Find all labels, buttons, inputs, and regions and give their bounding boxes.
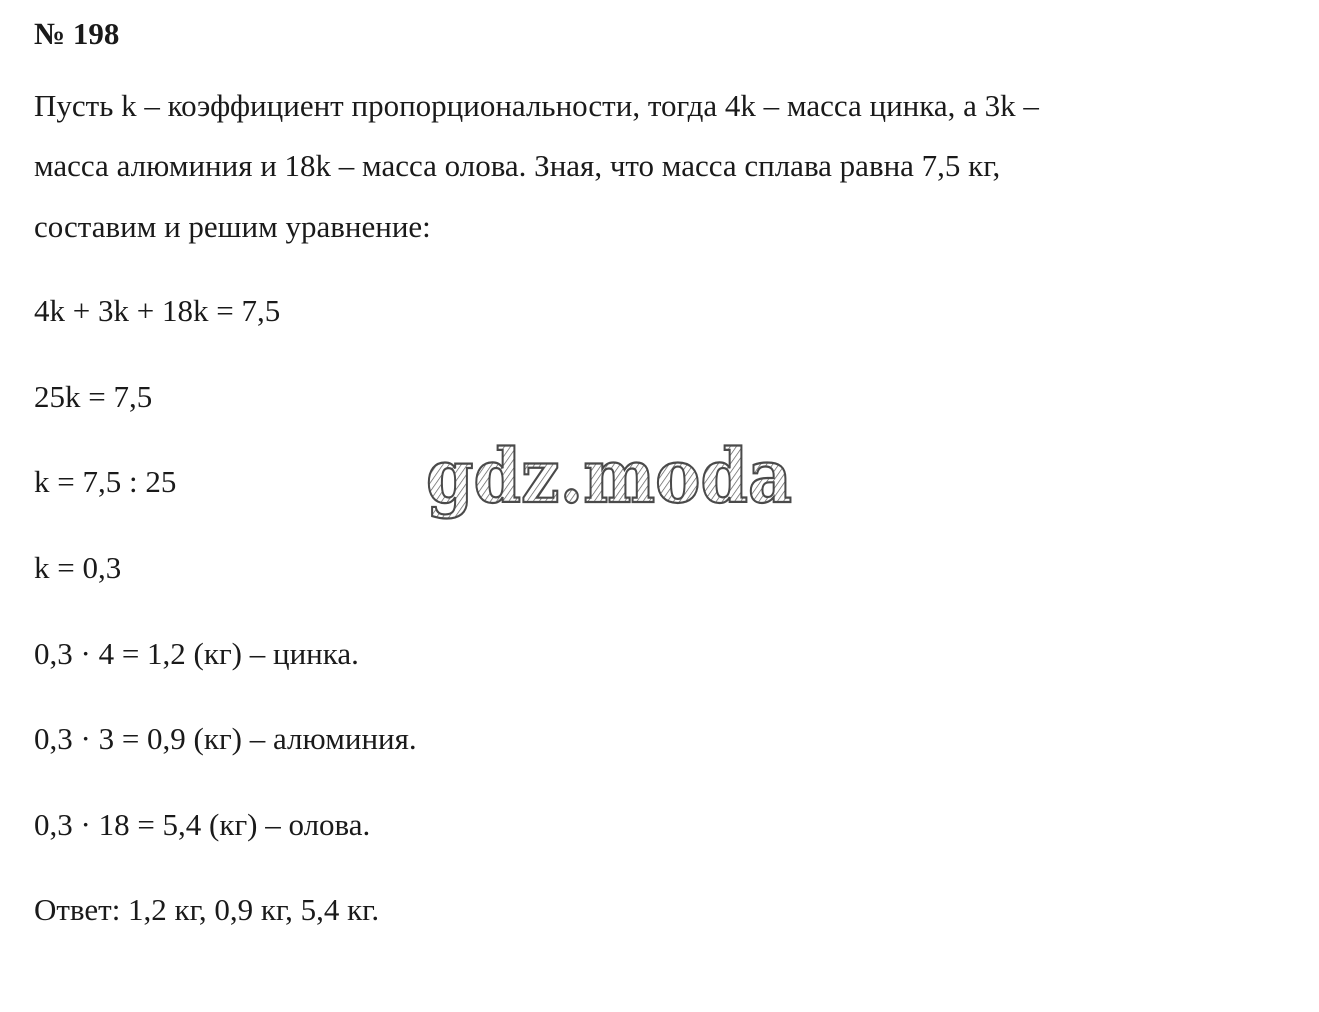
intro-line-1: Пусть k – коэффициент пропорциональности, тогда 4k – масса цинка, а 3k – — [34, 88, 1039, 123]
equation-step-4: k = 0,3 — [34, 550, 122, 585]
equation-step-3: k = 7,5 : 25 — [34, 464, 177, 499]
equation-step-1: 4k + 3k + 18k = 7,5 — [34, 293, 281, 328]
answer-line: Ответ: 1,2 кг, 0,9 кг, 5,4 кг. — [34, 892, 380, 927]
aluminium-mass-line: 0,3 · 3 = 0,9 (кг) – алюминия. — [34, 721, 417, 756]
tin-mass-line: 0,3 · 18 = 5,4 (кг) – олова. — [34, 807, 371, 842]
zinc-mass-line: 0,3 · 4 = 1,2 (кг) – цинка. — [34, 636, 359, 671]
intro-line-2: масса алюминия и 18k – масса олова. Зная, что масса сплава равна 7,5 кг, — [34, 148, 1001, 183]
equation-step-2: 25k = 7,5 — [34, 379, 153, 414]
watermark-logo — [424, 430, 796, 530]
watermark-text: gdz.moda — [426, 434, 792, 520]
problem-number: № 198 — [34, 16, 120, 51]
intro-line-3: составим и решим уравнение: — [34, 209, 431, 244]
